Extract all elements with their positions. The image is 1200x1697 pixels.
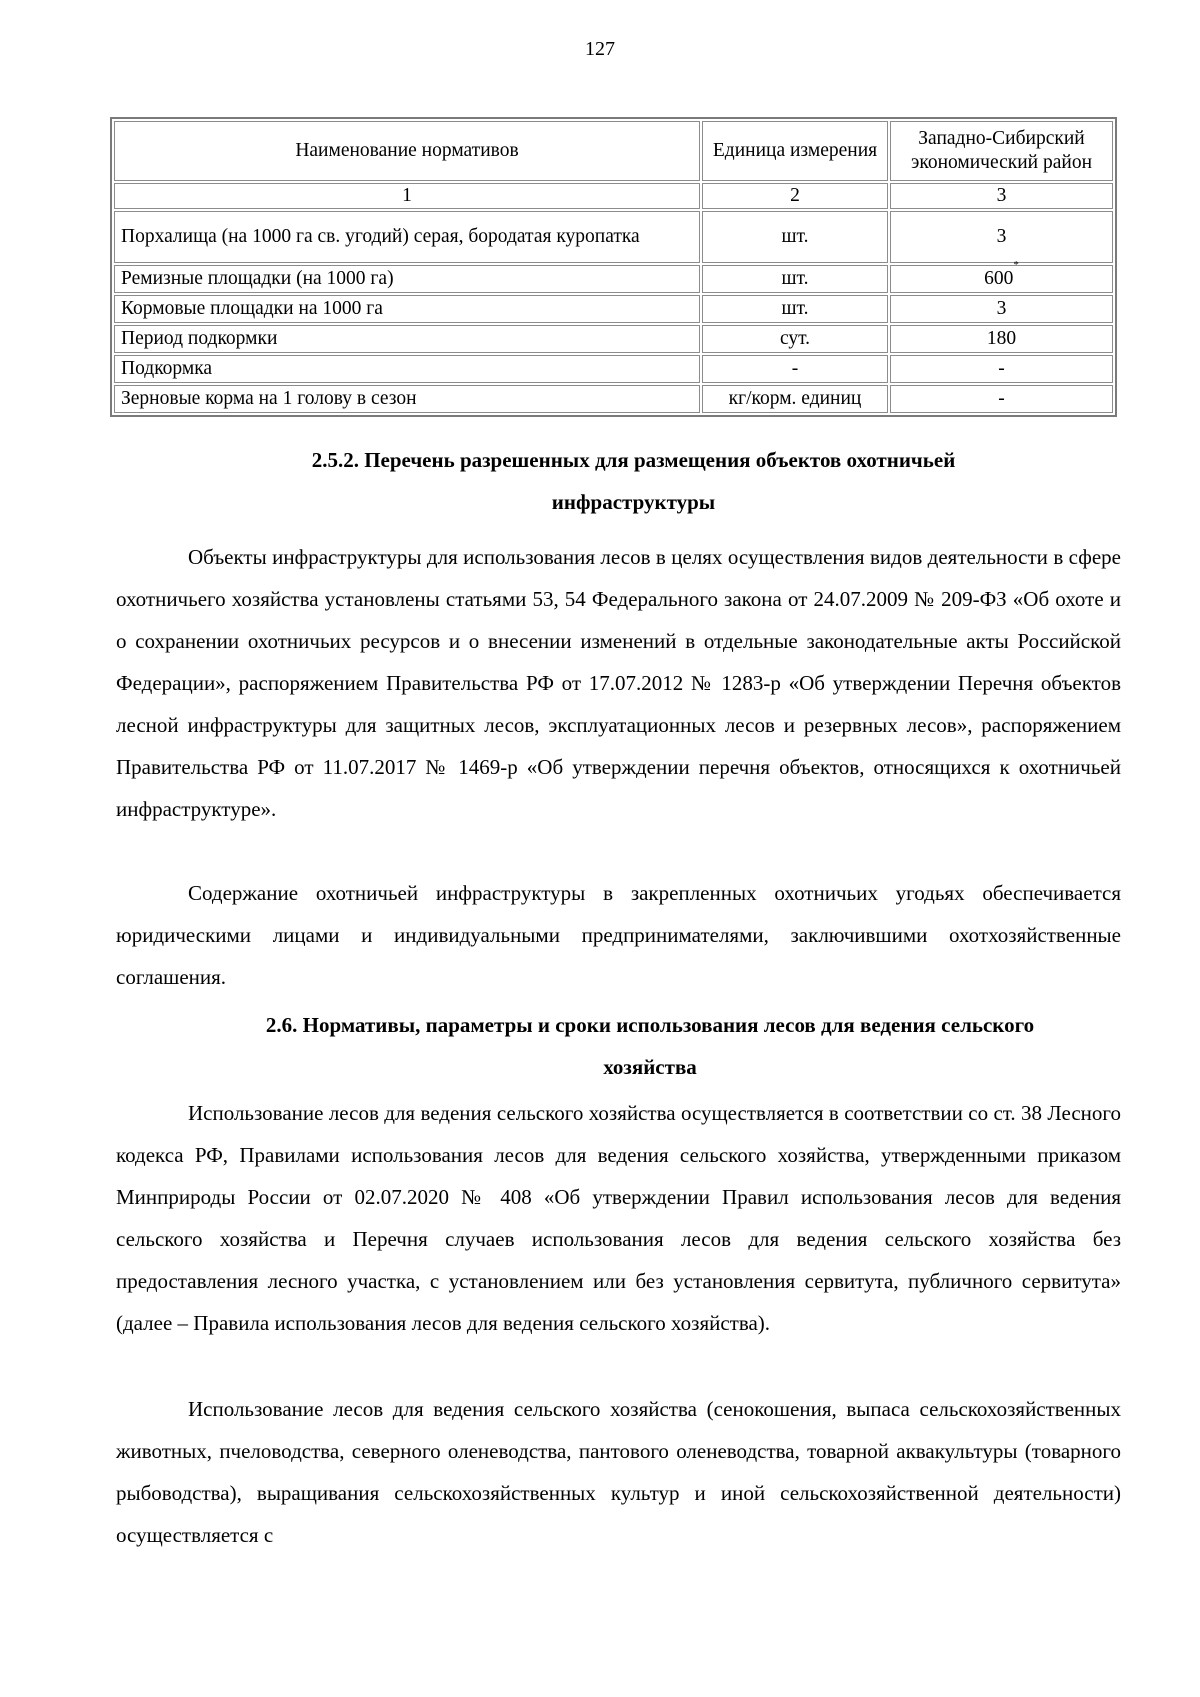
row-value: -: [890, 355, 1113, 383]
column-number-3: 3: [890, 183, 1113, 209]
section-heading-2-6: [120, 1004, 1180, 1088]
table-row: [114, 295, 1113, 323]
paragraph-agriculture-forest-use: Использование лесов для ведения сельского хозяйства осуществляется в соответствии со ст. 38 Лесного кодекса РФ, Правилами использования лесов для ведения сельского хозяйства, утвержденными приказом Минприроды России от 02.07.2020 № 408 «Об утверждении Правил использования лесов для ведения сельского хозяйства и Перечня случаев использования лесов для ведения сельского хозяйства без предоставления лесного участка, с установлением или без установления сервитута, публичного сервитута» (далее – Правила использования лесов для ведения сельского хозяйства).: [116, 1101, 1121, 1335]
heading-line: 2.5.2. Перечень разрешенных для размещения объектов охотничьей: [311, 448, 956, 472]
row-value: 3: [890, 211, 1113, 263]
row-value: 3: [890, 295, 1113, 323]
row-value: 600: [984, 268, 1014, 289]
row-name: Ремизные площадки (на 1000 га): [114, 265, 700, 293]
row-value-cell: [890, 259, 1113, 293]
paragraph-hunting-infrastructure-objects: Объекты инфраструктуры для использования лесов в целях осуществления видов деятельности в сфере охотничьего хозяйства установлены статьями 53, 54 Федерального закона от 24.07.2009 № 209-ФЗ «Об охоте и о сохранении охотничьих ресурсов и о внесении изменений в отдельные законодательные акты Российской Федерации», распоряжением Правительства РФ от 17.07.2012 № 1283-р «Об утверждении Перечня объектов лесной инфраструктуры для защитных лесов, эксплуатационных лесов и резервных лесов», распоряжением Правительства РФ от 11.07.2017 № 1469-р «Об утверждении перечня объектов, относящихся к охотничьей инфраструктуре».: [116, 545, 1121, 821]
header-unit: Единица измерения: [702, 121, 888, 181]
heading-line: инфраструктуры: [551, 490, 716, 514]
table-row: [114, 211, 1113, 263]
table-row: [114, 385, 1113, 413]
row-unit: -: [702, 355, 888, 383]
row-name: Период подкормки: [114, 325, 700, 353]
paragraph-hunting-infrastructure-maintenance: Содержание охотничьей инфраструктуры в закрепленных охотничьих угодьях обеспечивается юридическими лицами и индивидуальными предпринимателями, заключившими охотхозяйственные соглашения.: [116, 881, 1121, 989]
row-unit: шт.: [702, 295, 888, 323]
row-name: Порхалища (на 1000 га св. угодий) серая, бородатая куропатка: [114, 211, 700, 263]
row-name: Подкормка: [114, 355, 700, 383]
section-heading-2-5-2: [130, 439, 1137, 523]
heading-line: 2.6. Нормативы, параметры и сроки использования лесов для ведения сельского: [265, 1013, 1035, 1037]
heading-line: хозяйства: [603, 1055, 697, 1079]
row-name: Зерновые корма на 1 голову в сезон: [114, 385, 700, 413]
row-unit: шт.: [702, 265, 888, 293]
row-value: 180: [890, 325, 1113, 353]
row-value: -: [890, 385, 1113, 413]
row-unit: кг/корм. единиц: [702, 385, 888, 413]
header-name: Наименование нормативов: [114, 121, 700, 181]
table-row: [114, 355, 1113, 383]
row-unit: шт.: [702, 211, 888, 263]
footnote-mark: *: [1013, 259, 1019, 271]
column-number-1: 1: [114, 183, 700, 209]
row-unit: сут.: [702, 325, 888, 353]
page-number: 127: [585, 38, 615, 60]
norms-table: [110, 117, 1117, 417]
table-column-numbers-row: [114, 183, 1113, 209]
table-row: [114, 265, 1113, 293]
header-region: Западно-Сибирский экономический район: [890, 121, 1113, 181]
row-name: Кормовые площадки на 1000 га: [114, 295, 700, 323]
table-row: [114, 325, 1113, 353]
column-number-2: 2: [702, 183, 888, 209]
paragraph-agriculture-activities: Использование лесов для ведения сельского хозяйства (сенокошения, выпаса сельскохозяйственных животных, пчеловодства, северного оленеводства, пантового оленеводства, товарной аквакультуры (товарного рыбоводства), выращивания сельскохозяйственных культур и иной сельскохозяйственной деятельности) осуществляется с: [116, 1397, 1121, 1547]
table-header-row: [114, 121, 1113, 181]
